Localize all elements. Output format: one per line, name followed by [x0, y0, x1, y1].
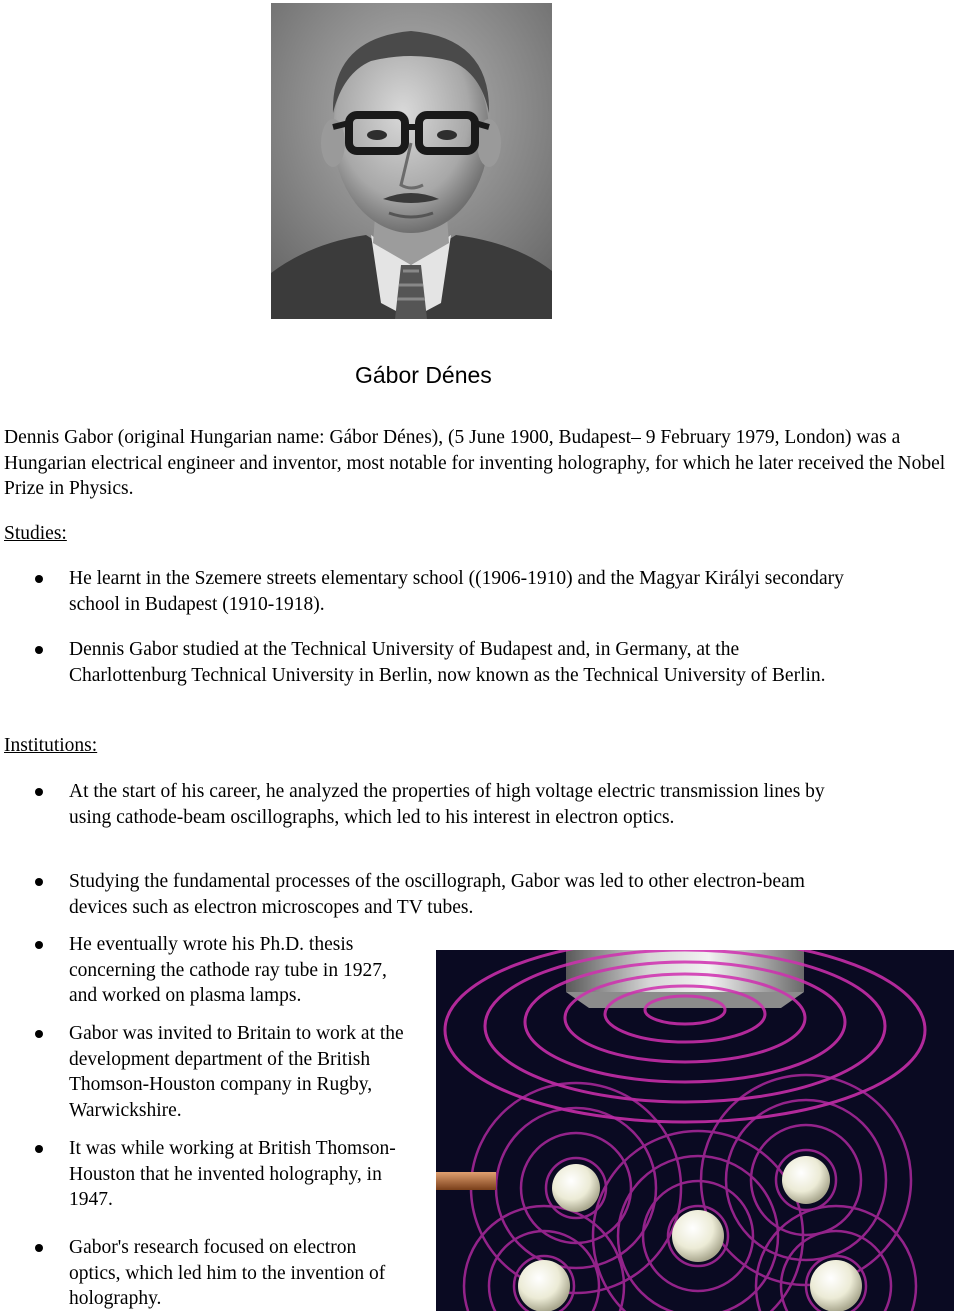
institutions-item-text: At the start of his career, he analyzed the properties of high voltage electric transmission lines by using cathode-beam oscillographs, which led to his interest in electron optics. — [69, 781, 825, 828]
page-title: Gábor Dénes — [355, 362, 492, 388]
bullet-icon — [35, 878, 43, 886]
studies-item-text: Dennis Gabor studied at the Technical University of Budapest and, in Germany, at the Charlottenburg Technical University in Berlin, now known as the Technical University of Berlin. — [69, 639, 826, 686]
bullet-icon — [35, 646, 43, 654]
studies-list-item — [69, 637, 849, 688]
studies-list-item — [69, 566, 849, 617]
institutions-list-item — [69, 1235, 409, 1312]
bullet-icon — [35, 575, 43, 583]
intro-paragraph: Dennis Gabor (original Hungarian name: Gábor Dénes), (5 June 1900, Budapest– 9 February 1979, London) was a Hungarian electrical engineer and inventor, most notable for inventing holography, for which he later received the Nobel Prize in Physics. — [4, 427, 946, 499]
institutions-item-text: He eventually wrote his Ph.D. thesis concerning the cathode ray tube in 1927, and worked on plasma lamps. — [69, 934, 387, 1006]
bullet-icon — [35, 1145, 43, 1153]
institutions-item-text: Gabor's research focused on electron optics, which led him to the invention of holography. — [69, 1237, 386, 1309]
institutions-list-item — [69, 1021, 429, 1123]
bullet-icon — [35, 941, 43, 949]
portrait-photo — [271, 3, 552, 319]
institutions-heading: Institutions: — [4, 735, 98, 756]
studies-heading: Studies: — [4, 523, 67, 544]
institutions-list-item — [69, 779, 829, 830]
studies-item-text: He learnt in the Szemere streets elementary school ((1906-1910) and the Magyar Királyi secondary school in Budapest (1910-1918). — [69, 568, 844, 615]
bullet-icon — [35, 1030, 43, 1038]
hologram-illustration — [436, 950, 954, 1311]
bullet-icon — [35, 1244, 43, 1252]
institutions-item-text: Studying the fundamental processes of the oscillograph, Gabor was led to other electron-beam devices such as electron microscopes and TV tubes. — [69, 871, 805, 918]
institutions-item-text: It was while working at British Thomson-Houston that he invented holography, in 1947. — [69, 1138, 396, 1210]
bullet-icon — [35, 788, 43, 796]
institutions-item-text: Gabor was invited to Britain to work at the development department of the British Thomson-Houston company in Rugby, Warwickshire. — [69, 1023, 404, 1121]
institutions-list-item — [69, 869, 829, 920]
institutions-list-item — [69, 1136, 409, 1213]
institutions-list-item — [69, 932, 419, 1009]
